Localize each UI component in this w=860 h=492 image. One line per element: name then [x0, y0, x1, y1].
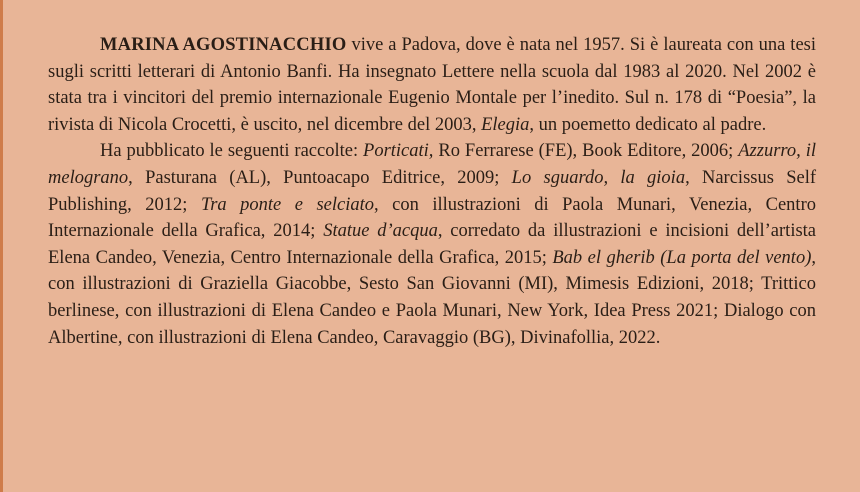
work-title: Elegia	[481, 114, 530, 135]
bio-text: , con illustrazioni di Paola Munari, Venezia, Centro Internazionale della Grafica, 2014;	[48, 194, 816, 242]
work-title: Azzurro, il melograno	[48, 141, 817, 188]
bio-paragraph-2	[48, 138, 816, 351]
work-title: Lo sguardo, la gioia	[511, 167, 686, 188]
work-title: Bab el gherib (La porta del vento)	[552, 247, 812, 268]
bio-text: , Pasturana (AL), Puntoacapo Editrice, 2009;	[128, 167, 512, 188]
bio-text: , con illustrazioni di Graziella Giacobbe, Sesto San Giovanni (MI), Mimesis Edizioni, 2018; Trittico berlinese, con illustrazioni di Elena Candeo e Paola Munari, New York, Idea Press 2021; Dialogo con Albertine, con illustrazioni di Elena Candeo, Caravaggio (BG), Divinafollia, 2022.	[48, 247, 816, 348]
bio-text: Ro Ferrarese (FE), Book Editore, 2006;	[433, 141, 739, 162]
bio-text: vive a Padova, dove è nata nel 1957. Si è laureata con una tesi sugli scritti letterari di Antonio Banfi. Ha insegnato Lettere nella scuola dal 1983 al 2020. Nel 2002 è stata tra i vincitori del premio internazionale Eugenio Montale per l’inedito. Sul n. 178 di “Poesia”, la rivista di Nicola Crocetti, è uscito, nel dicembre del 2003,	[48, 35, 816, 135]
bio-text: , Narcissus Self Publishing, 2012;	[48, 167, 817, 215]
bio-text: , un poemetto dedicato al padre.	[529, 114, 767, 135]
work-title: Statue d’acqua	[323, 221, 438, 242]
bio-text: Ha pubblicato le seguenti raccolte:	[100, 141, 364, 162]
bio-paragraph-1	[48, 32, 816, 138]
author-name: MARINA AGOSTINACCHIO	[100, 35, 347, 55]
work-title: Tra ponte e selciato	[200, 194, 375, 215]
bio-text: , corredato da illustrazioni e incisioni dell’artista Elena Candeo, Venezia, Centro Internazionale della Grafica, 2015;	[48, 221, 817, 268]
left-margin-rule	[0, 0, 3, 492]
work-title: Porticati,	[363, 141, 434, 162]
author-bio	[48, 32, 816, 351]
